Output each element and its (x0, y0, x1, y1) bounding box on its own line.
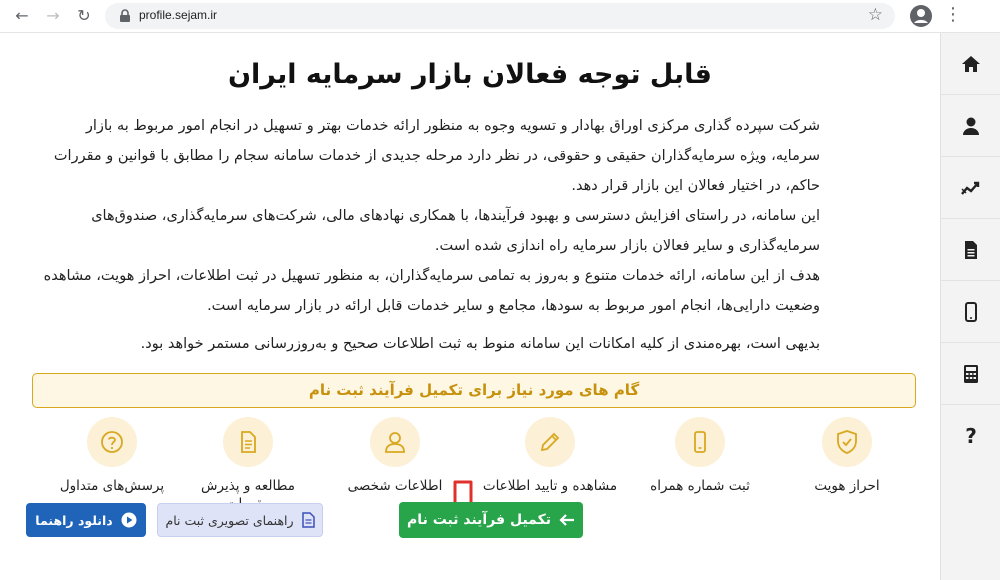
document-icon (235, 429, 261, 455)
browser-toolbar (0, 0, 1000, 33)
download-guide-label: دانلود راهنما (35, 512, 113, 528)
address-bar[interactable] (105, 3, 895, 29)
step-icon-circle (87, 417, 137, 467)
steps-heading: گام های مورد نیاز برای تکمیل فرآیند ثبت نام (32, 373, 916, 408)
lock-icon (117, 8, 133, 24)
sidebar-item-mobile[interactable] (941, 281, 1000, 343)
arrow-left-icon (559, 513, 575, 527)
document-icon (302, 512, 315, 528)
user-icon (961, 116, 981, 136)
step-label: مشاهده و تایید اطلاعات (482, 478, 618, 494)
document-icon (961, 240, 981, 260)
chart-icon (961, 178, 981, 198)
step-label: ثبت شماره همراه (650, 478, 750, 494)
step-icon-circle (223, 417, 273, 467)
sidebar-item-help[interactable] (941, 405, 1000, 467)
calculator-icon (961, 364, 981, 384)
profile-avatar-icon[interactable] (909, 4, 933, 28)
complete-registration-label: تکمیل فرآیند ثبت نام (407, 512, 551, 528)
shield-check-icon (834, 429, 860, 455)
sidebar-item-document[interactable] (941, 219, 1000, 281)
step-mobile (630, 417, 770, 495)
main-content (0, 33, 940, 580)
user-icon (382, 429, 408, 455)
step-icon-circle (370, 417, 420, 467)
step-icon-circle (525, 417, 575, 467)
step-label: مطالعه و پذیرش (201, 478, 295, 494)
intro-paragraph-4: بدیهی است، بهره‌مندی از کلیه امکانات این سامانه منوط به ثبت اطلاعات صحیح و به‌روزرسانی مستمر خواهد بود. (140, 336, 820, 352)
complete-registration-button[interactable] (399, 502, 583, 538)
step-label: احراز هویت (814, 478, 880, 494)
download-guide-button[interactable] (26, 503, 146, 537)
page-title: قابل توجه فعالان بازار سرمایه ایران (228, 59, 712, 90)
visual-guide-label: راهنمای تصویری ثبت نام (165, 512, 294, 528)
bookmark-star-icon[interactable]: ☆ (867, 5, 883, 25)
mobile-icon (961, 302, 981, 322)
intro-paragraph-3: هدف از این سامانه، ارائه خدمات متنوع و به‌روز به تمامی سرمایه‌گذاران، به منظور تسهیل در ثبت اطلاعات، احراز هویت، مشاهده وضعیت دارایی‌ها، انجام امور مربوط به سودها، مجامع و سایر خدمات قابل ارائه در بازار سرمایه است. (43, 268, 820, 314)
step-review (480, 417, 620, 495)
pencil-icon (537, 429, 563, 455)
home-icon (961, 54, 981, 74)
play-circle-icon (121, 512, 137, 528)
sidebar-item-profile[interactable] (941, 95, 1000, 157)
browser-menu-icon[interactable]: ⋮ (944, 4, 962, 25)
question-icon: ? (965, 424, 977, 448)
sidebar (940, 33, 1000, 580)
step-label: پرسش‌های متداول (59, 478, 165, 494)
step-icon-circle (675, 417, 725, 467)
question-icon (99, 429, 125, 455)
mobile-icon (687, 429, 713, 455)
url-text: profile.sejam.ir (139, 8, 218, 22)
step-faq[interactable] (42, 417, 182, 495)
sidebar-item-home[interactable] (941, 33, 1000, 95)
step-icon-circle (822, 417, 872, 467)
back-icon[interactable]: ← (15, 6, 29, 25)
forward-icon[interactable]: → (46, 6, 60, 25)
intro-paragraph-1: شرکت سپرده گذاری مرکزی اوراق بهادار و تسویه وجوه به منظور ارائه خدمات بهتر و تسهیل در انجام امور مربوط به بازار سرمایه، ویژه سرمایه‌گذاران حقیقی و حقوقی، در نظر دارد مرحله جدیدی از خدمات سامانه سجام را مطابق با قوانین و مقررات حاکم، در اختیار فعالان این بازار قرار دهد. (53, 118, 820, 194)
visual-guide-button[interactable] (157, 503, 323, 537)
step-regulations (178, 417, 318, 513)
sidebar-item-calculator[interactable] (941, 343, 1000, 405)
step-label: اطلاعات شخصی (347, 478, 443, 494)
sidebar-item-chart[interactable] (941, 157, 1000, 219)
step-identity (777, 417, 917, 495)
intro-paragraph-2: این سامانه، در راستای افزایش دسترسی و بهبود فرآیندها، با همکاری نهادهای مالی، شرکت‌های سرمایه‌گذاری، صندوق‌های سرمایه‌گذاری و سایر فعالان بازار سرمایه راه اندازی شده است. (91, 208, 820, 254)
reload-icon[interactable]: ↻ (77, 6, 91, 25)
